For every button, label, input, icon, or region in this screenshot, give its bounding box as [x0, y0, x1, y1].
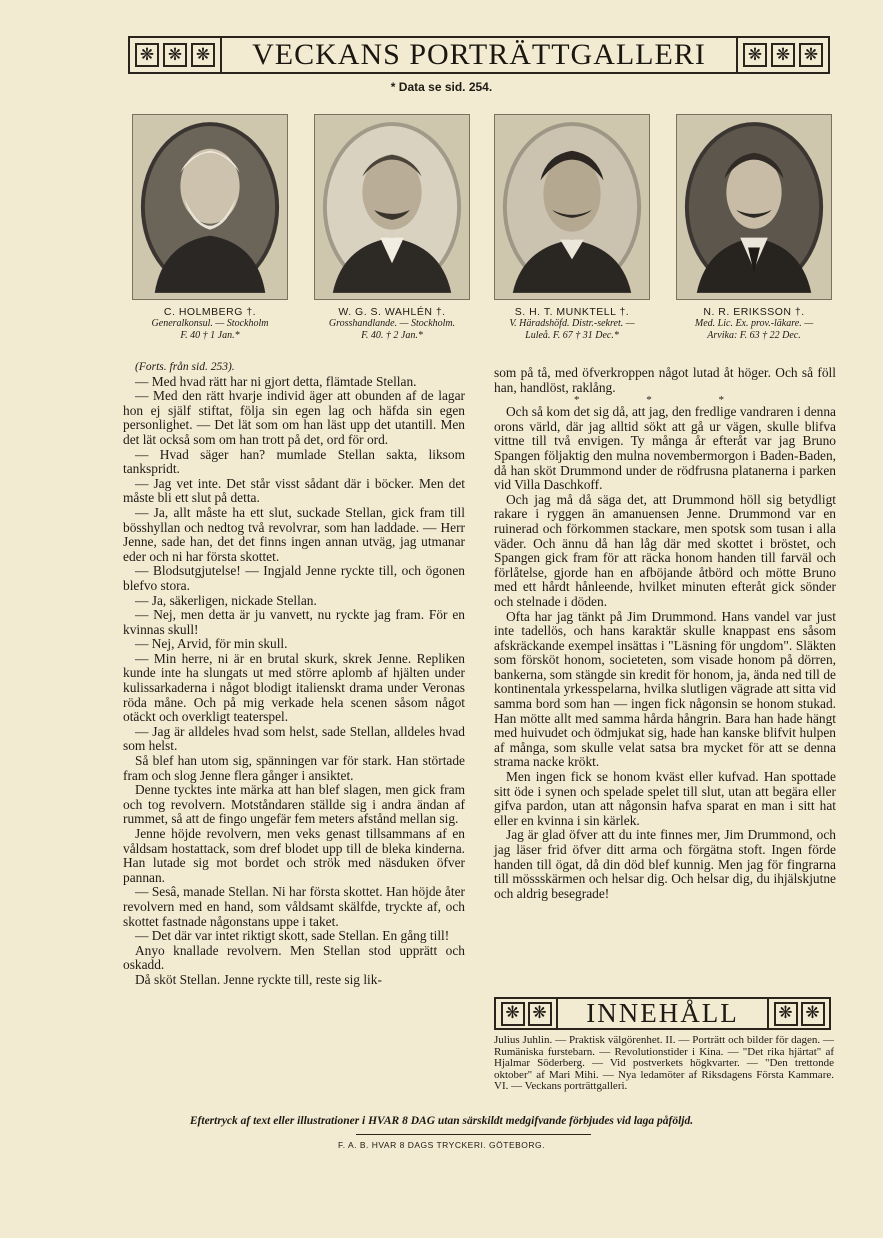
ornament-icon: ❋	[191, 43, 215, 67]
paragraph: som på tå, med öfverkroppen något lutad åt höger. Och så föll han, handlöst, raklång.	[494, 365, 836, 395]
ornament-icon: ❋	[501, 1002, 525, 1026]
printer-imprint: F. A. B. HVAR 8 DAGS TRYCKERI. GÖTEBORG.	[337, 1140, 546, 1150]
portrait-photo-4	[676, 114, 832, 300]
paragraph: Jag är glad öfver att du inte finnes mer, Jim Drummond, och jag läser frid öfver ditt arma och förgätna stoft. Ingen förde handen till ögat, då din död blef kunnig. Men jag för fingrarna till mössskärmen och helsar dig. Och helsar dig, du ihjälskjutne och aldrig besegrade!	[494, 827, 836, 901]
ornament-icon: ❋	[801, 1002, 825, 1026]
portrait-dates: Arvika: F. 63 † 22 Dec.	[707, 330, 801, 341]
paragraph: Och jag må då säga det, att Drummond höll sig betydligt rakare i ryggen än amanuensen Jenne. Drummond var en ruinerad och förkommen stackare, men spotsk som tusan i alla väder. Och ännu då han låg där med skottet i bröstet, och Spangen gick fram för att räcka honom handen till farväl och förlåtelse, gjorde han en afböjande åtbörd och mötte Bruno med ett hårdt hånleende, hvilket minuten efteråt gick sönder och stelnade i döden.	[494, 491, 836, 609]
paragraph: — Sesâ, manade Stellan. Ni har första skottet. Han höjde åter revolvern med en hand, som våldsamt skälfde, tryckte af, och skottet fastnade någonstans uppe i taket.	[123, 884, 465, 929]
copyright-notice: Eftertryck af text eller illustrationer i HVAR 8 DAG utan särskildt medgifvande förbjudes vid laga påföljd.	[189, 1115, 694, 1127]
portrait-image	[315, 115, 469, 299]
ornament-icon: ❋	[135, 43, 159, 67]
ornament-icon: ❋	[743, 43, 767, 67]
paragraph: — Ja, allt måste ha ett slut, suckade Stellan, gick fram till bösshyllan och nedtog två revolvrar, som han laddade. — Herr Jenne, sade han, det det finns ingen annan utväg, jag utmanar eder och ni har första skottet.	[123, 504, 465, 564]
ornament-icon: ❋	[771, 43, 795, 67]
portrait-dates: F. 40. † 2 Jan.*	[361, 330, 423, 341]
portrait-title: Med. Lic. Ex. prov.-läkare. —	[694, 318, 814, 329]
ornament-icon: ❋	[528, 1002, 552, 1026]
masthead-title: VECKANS PORTRÄTTGALLERI	[252, 38, 706, 71]
contents-title: INNEHÅLL	[586, 998, 739, 1028]
portrait-image	[677, 115, 831, 299]
portrait-name: S. H. T. MUNKTELL †.	[514, 306, 630, 318]
paragraph: Jenne höjde revolvern, men veks genast tillsammans af en våldsam hostattack, som dref blodet upp till de bleka kinderna. Han lutade sig mot bordet och strök med näsduken öfver pannan.	[123, 826, 465, 885]
continuation-note: (Forts. från sid. 253).	[135, 361, 235, 373]
portrait-caption-2	[297, 306, 487, 342]
paragraph: — Min herre, ni är en brutal skurk, skrek Jenne. Repliken kunde inte ha slungats ut med större aplomb af hjälten under kulissarkaderna i något blodigt italienskt drama under Veronas röda måne. Och på mig verkade hela scenen såsom något otäckt och overkligt teaterspel.	[123, 650, 465, 725]
paragraph: Så blef han utom sig, spänningen var för stark. Han störtade fram och slog Jenne flera gånger i ansiktet.	[123, 753, 465, 783]
paragraph: — Ja, säkerligen, nickade Stellan.	[135, 592, 317, 608]
paragraph: Anyo knallade revolvern. Men Stellan stod upprätt och oskadd.	[123, 942, 465, 973]
ornament-icon: ❋	[774, 1002, 798, 1026]
portrait-title: Generalkonsul. — Stockholm	[151, 318, 269, 329]
portrait-dates: F. 40 † 1 Jan.*	[180, 330, 240, 341]
portrait-photo-3	[494, 114, 650, 300]
paragraph: — Jag är alldeles hvad som helst, sade Stellan, alldeles hvad som helst.	[123, 723, 465, 754]
paragraph: — Nej, men detta är ju vanvett, nu ryckte jag fram. För en kvinnas skull!	[123, 607, 465, 637]
portrait-name: C. HOLMBERG †.	[163, 306, 257, 318]
section-break-stars: * * *	[574, 394, 756, 407]
contents-header	[494, 997, 831, 1030]
paragraph: — Hvad säger han? mumlade Stellan sakta, liksom tankspridt.	[123, 446, 465, 477]
portrait-title: Grosshandlande. — Stockholm.	[328, 318, 456, 329]
contents-list: Julius Juhlin. — Praktisk välgörenhet. II. — Porträtt och bilder för dagen. — Rumäniska furstebarn. — Revolutionstider i Kina. — "Det rika hjärtat" af Hjalmar Söderberg. — Vid postverkets högkvarter. — "Den trettonde oktober" af Mari Mihi. — Nya ledamöter af Riksdagens Första Kammare. VI. — Veckans porträttgalleri.	[494, 1034, 834, 1093]
paragraph: — Med den rätt hvarje individ äger att obunden af de lagar hon ej själf stiftat, följa sin egen lag och häfda sin egen personlighet. — Det lät som om han läst upp det utantill. Men det lät också som om han trott på det, ord för ord.	[123, 388, 465, 447]
contents-ornament-right	[767, 999, 829, 1028]
paragraph: — Med hvad rätt har ni gjort detta, flämtade Stellan.	[135, 373, 417, 389]
portrait-name: N. R. ERIKSSON †.	[703, 306, 805, 318]
portrait-caption-1	[115, 306, 305, 342]
portrait-photo-1	[132, 114, 288, 300]
paragraph: Då sköt Stellan. Jenne ryckte till, reste sig lik-	[135, 971, 382, 987]
paragraph: — Blodsutgjutelse! — Ingjald Jenne ryckte till, och ögonen blefvo stora.	[123, 563, 465, 593]
portrait-name: W. G. S. WAHLÉN †.	[338, 306, 446, 318]
portrait-image	[495, 115, 649, 299]
paragraph: — Nej, Arvid, för min skull.	[135, 636, 288, 652]
portrait-title: V. Häradshöfd. Distr.-sekret. —	[509, 318, 635, 329]
footer-divider	[356, 1134, 591, 1135]
paragraph: — Det där var intet riktigt skott, sade Stellan. En gång till!	[135, 928, 450, 944]
masthead	[128, 36, 830, 74]
paragraph: Men ingen fick se honom kväst eller kufvad. Han spottade sitt öde i synen och spelade spelet till slut, utan att begära eller gifva pardon, utan att någonsin hafva sparat en man i sitt hat eller en kvinna i sin kärlek.	[494, 769, 836, 828]
portrait-photo-2	[314, 114, 470, 300]
paragraph: Och så kom det sig då, att jag, den fredlige vandraren i denna orons värld, där jag alltid sökt att gå ur vägen, skulle blifva vittne till två envigen. Ty många år efteråt var jag Bruno Spangen följaktig den mulna novembermorgon i Baden-Baden, då han sköt Drummond under de rödfrusna platanerna i parken vid Villa Daschkoff.	[494, 404, 836, 493]
contents-ornament-left	[496, 999, 558, 1028]
masthead-ornament-left	[130, 38, 222, 72]
portrait-image	[133, 115, 287, 299]
data-reference-note: * Data se sid. 254.	[390, 80, 493, 94]
masthead-ornament-right	[736, 38, 828, 72]
paragraph: — Jag vet inte. Det står visst sådant där i böcker. Men det måste bli ett slut på detta.	[123, 475, 465, 506]
portrait-caption-3	[477, 306, 667, 342]
paragraph: Denne tycktes inte märka att han blef slagen, men gick fram och tog revolvern. Motståndaren ställde sig i andra ändan af rummet, så att de fingo ungefär fem meters afstånd mellan sig.	[123, 782, 465, 827]
portrait-caption-4	[659, 306, 849, 342]
ornament-icon: ❋	[163, 43, 187, 67]
paragraph: Ofta har jag tänkt på Jim Drummond. Hans vandel var just inte tadellös, och hans karaktär skulle knappast ens såsom afskräckande exempel insättas i "Läsning för ungdom". Släkten som försköt honom, societeten, som visade honom på dörren, bankerna, som stängde sin kredit för honom, ja, ända ned till de kontinentala yrkesspelarna, hvilka slutligen vägrade att sitta vid samma bord som han — ingen fick någonsin se honom stukad. Han mötte allt med samma hårda hångrin. Bara han hade hängt med huivudet och ödmjukat sig, hade han kanske blifvit hulpen af många, som skulle velat satsa bra mycket för att se denna strama nacke krökt.	[494, 608, 836, 770]
article-column-left	[123, 360, 465, 988]
article-column-right	[494, 366, 836, 901]
portrait-dates: Luleå. F. 67 † 31 Dec.*	[525, 330, 619, 341]
ornament-icon: ❋	[799, 43, 823, 67]
